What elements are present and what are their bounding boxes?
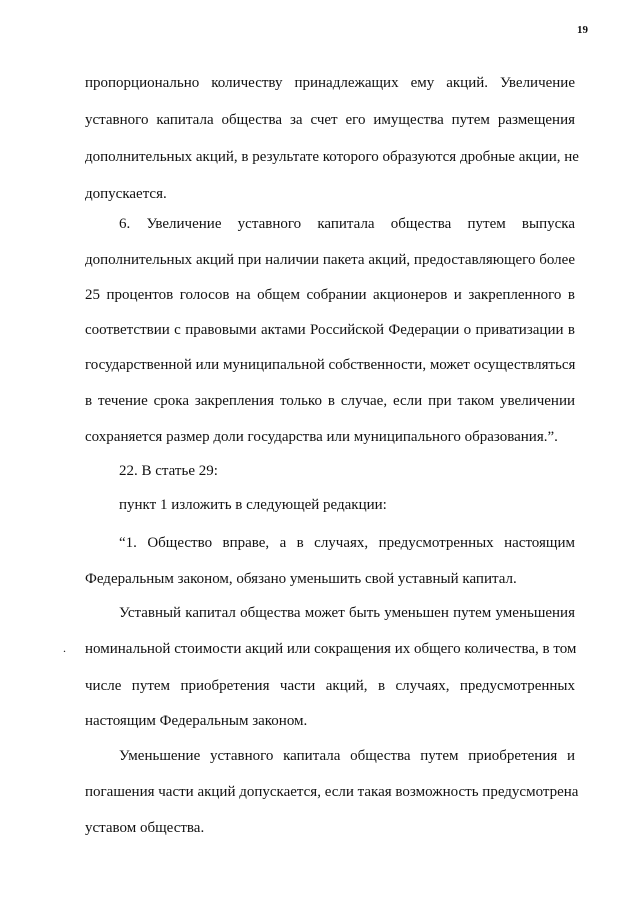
text-line: допускается. xyxy=(85,186,167,202)
text-line: государственной или муниципальной собственности, может осуществляться xyxy=(85,357,576,373)
text-line: соответствии с правовыми актами Российской Федерации о приватизации в xyxy=(85,322,575,338)
text-line: в течение срока закрепления только в случае, если при таком увеличении xyxy=(85,393,575,409)
text-line: пункт 1 изложить в следующей редакции: xyxy=(119,497,387,513)
text-line: дополнительных акций при наличии пакета акций, предоставляющего более xyxy=(85,252,575,268)
text-line: “1. Общество вправе, а в случаях, предусмотренных настоящим xyxy=(119,535,575,551)
text-line: сохраняется размер доли государства или муниципального образования.”. xyxy=(85,429,558,445)
text-line: уставного капитала общества за счет его имущества путем размещения xyxy=(85,112,575,128)
text-line: Уставный капитал общества может быть уменьшен путем уменьшения xyxy=(119,605,575,621)
text-line: числе путем приобретения части акций, в случаях, предусмотренных xyxy=(85,678,575,694)
text-line: пропорционально количеству принадлежащих ему акций. Увеличение xyxy=(85,75,575,91)
text-line: Уменьшение уставного капитала общества путем приобретения и xyxy=(119,748,575,764)
text-line: 25 процентов голосов на общем собрании акционеров и закрепленного в xyxy=(85,287,575,303)
scan-dot: . xyxy=(63,641,66,655)
text-line: 6. Увеличение уставного капитала общества путем выпуска xyxy=(119,216,575,232)
text-line: уставом общества. xyxy=(85,820,205,836)
text-line: номинальной стоимости акций или сокращения их общего количества, в том xyxy=(85,641,577,657)
text-line: погашения части акций допускается, если такая возможность предусмотрена xyxy=(85,784,579,800)
page-number: 19 xyxy=(577,24,588,36)
text-line: 22. В статье 29: xyxy=(119,463,218,479)
text-line: Федеральным законом, обязано уменьшить свой уставный капитал. xyxy=(85,571,517,587)
text-line: настоящим Федеральным законом. xyxy=(85,713,308,729)
text-line: дополнительных акций, в результате которого образуются дробные акции, не xyxy=(85,149,579,165)
